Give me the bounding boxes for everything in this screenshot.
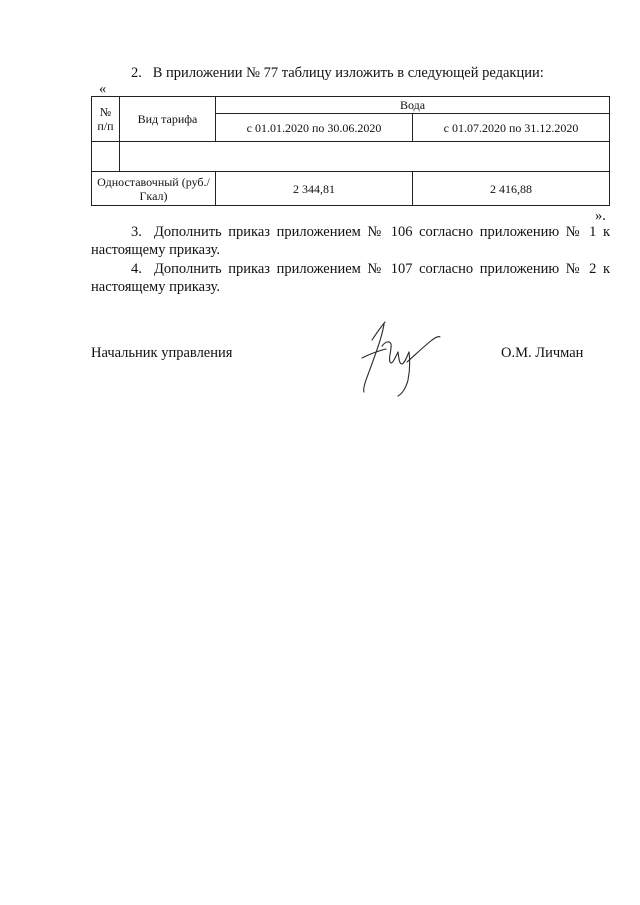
signature-name: О.М. Личман: [501, 345, 584, 361]
empty-cell-wide: [120, 142, 610, 172]
handwritten-signature: [352, 318, 442, 400]
item-4-line-2: настоящему приказу.: [91, 279, 220, 295]
item-2: [131, 64, 544, 82]
signature-position: Начальник управления: [91, 345, 233, 361]
item-4-number: 4.: [131, 261, 142, 277]
tariff-table: [91, 96, 610, 206]
empty-cell-number: [92, 142, 120, 172]
item-3-number: 3.: [131, 224, 142, 240]
row-label: Одноставочный (руб./Гкал): [92, 172, 216, 206]
header-water: Вода: [216, 97, 610, 114]
item-3-line-1: Дополнить приказ приложением № 106 согласно приложению № 1 к: [154, 224, 610, 240]
item-2-number: 2.: [131, 65, 142, 81]
value-period-1: 2 344,81: [216, 172, 413, 206]
header-period-1: с 01.01.2020 по 30.06.2020: [216, 114, 413, 142]
value-period-2: 2 416,88: [413, 172, 610, 206]
close-quote: ».: [595, 208, 606, 224]
header-period-2: с 01.07.2020 по 31.12.2020: [413, 114, 610, 142]
header-tariff-type: Вид тарифа: [120, 97, 216, 142]
item-4-line-1: Дополнить приказ приложением № 107 согласно приложению № 2 к: [154, 261, 610, 277]
open-quote: «: [99, 81, 107, 97]
header-number: № п/п: [92, 97, 120, 142]
item-2-text: В приложении № 77 таблицу изложить в следующей редакции:: [152, 65, 544, 81]
item-3-line-2: настоящему приказу.: [91, 242, 220, 258]
